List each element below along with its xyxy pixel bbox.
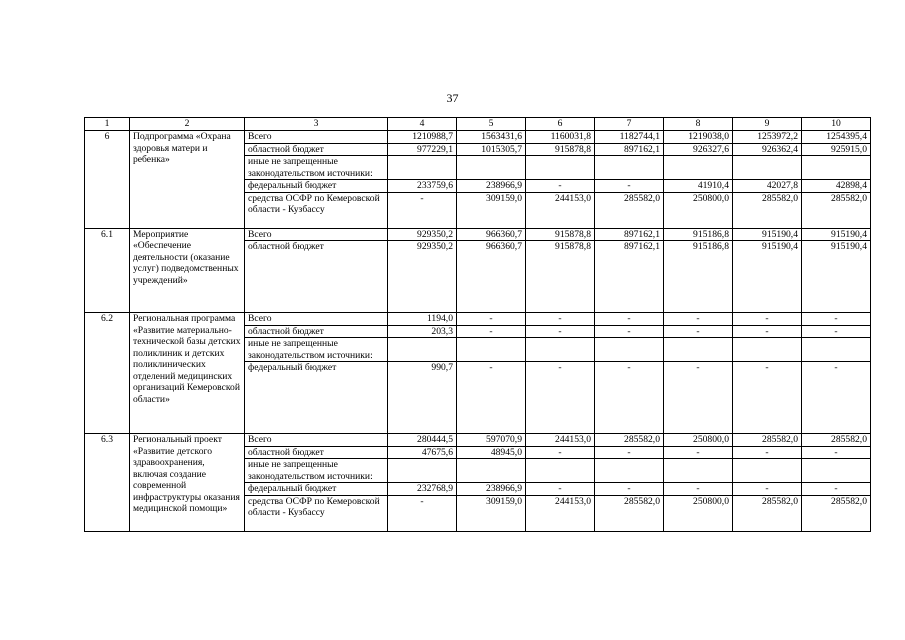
header-cell: 4 [388, 118, 457, 131]
value-cell: 915190,4 [733, 228, 802, 241]
value-cell: - [733, 483, 802, 496]
value-cell: 929350,2 [388, 241, 457, 313]
header-cell: 9 [733, 118, 802, 131]
value-cell [388, 459, 457, 483]
value-cell: 285582,0 [802, 495, 871, 531]
funding-source: Всего [245, 313, 388, 326]
funding-source: областной бюджет [245, 143, 388, 156]
value-cell [595, 156, 664, 180]
funding-source: областной бюджет [245, 325, 388, 338]
value-cell [595, 459, 664, 483]
budget-table [84, 117, 871, 532]
header-cell: 1 [85, 118, 130, 131]
value-cell: - [457, 325, 526, 338]
value-cell: 285582,0 [733, 192, 802, 228]
value-cell: - [664, 446, 733, 459]
funding-source: федеральный бюджет [245, 180, 388, 193]
value-cell: 597070,9 [457, 434, 526, 447]
value-cell: 250800,0 [664, 495, 733, 531]
value-cell: 250800,0 [664, 434, 733, 447]
value-cell [664, 156, 733, 180]
value-cell: 285582,0 [802, 434, 871, 447]
value-cell: - [664, 325, 733, 338]
funding-source: Всего [245, 228, 388, 241]
value-cell: 238966,9 [457, 180, 526, 193]
value-cell: 232768,9 [388, 483, 457, 496]
value-cell [733, 459, 802, 483]
value-cell [802, 156, 871, 180]
value-cell [526, 459, 595, 483]
value-cell: - [802, 313, 871, 326]
funding-source: федеральный бюджет [245, 362, 388, 434]
value-cell: 285582,0 [595, 434, 664, 447]
value-cell: 897162,1 [595, 228, 664, 241]
value-cell [802, 459, 871, 483]
value-cell: - [526, 446, 595, 459]
value-cell: 285582,0 [733, 495, 802, 531]
header-cell: 3 [245, 118, 388, 131]
header-cell: 7 [595, 118, 664, 131]
value-cell [664, 338, 733, 362]
funding-source: областной бюджет [245, 241, 388, 313]
value-cell: 244153,0 [526, 434, 595, 447]
funding-source: средства ОСФР по Кемеровской области - Кузбассу [245, 192, 388, 228]
value-cell: 1194,0 [388, 313, 457, 326]
value-cell: - [664, 362, 733, 434]
value-cell: 48945,0 [457, 446, 526, 459]
value-cell [457, 338, 526, 362]
value-cell: - [664, 313, 733, 326]
value-cell: - [733, 446, 802, 459]
value-cell: 233759,6 [388, 180, 457, 193]
value-cell: - [526, 362, 595, 434]
value-cell: - [802, 446, 871, 459]
value-cell: - [457, 313, 526, 326]
value-cell: 915186,8 [664, 228, 733, 241]
value-cell: 42898,4 [802, 180, 871, 193]
value-cell: 926362,4 [733, 143, 802, 156]
value-cell: 280444,5 [388, 434, 457, 447]
value-cell: 915878,8 [526, 228, 595, 241]
value-cell: 925915,0 [802, 143, 871, 156]
value-cell: 309159,0 [457, 495, 526, 531]
section-id: 6.3 [85, 434, 130, 532]
value-cell: - [526, 313, 595, 326]
section-name: Региональная программа «Развитие материально-технической базы детских поликлиник и детских поликлинических отделений медицинских организаций Кемеровской области» [130, 313, 245, 434]
value-cell: 285582,0 [733, 434, 802, 447]
value-cell: 1219038,0 [664, 131, 733, 144]
table-row [85, 313, 871, 326]
value-cell: - [595, 483, 664, 496]
value-cell: 309159,0 [457, 192, 526, 228]
value-cell: - [526, 483, 595, 496]
value-cell: - [595, 313, 664, 326]
funding-source: средства ОСФР по Кемеровской области - Кузбассу [245, 495, 388, 531]
value-cell: 926327,6 [664, 143, 733, 156]
funding-source: федеральный бюджет [245, 483, 388, 496]
section-id: 6.1 [85, 228, 130, 313]
value-cell: - [457, 362, 526, 434]
value-cell: 244153,0 [526, 192, 595, 228]
value-cell [457, 459, 526, 483]
value-cell: - [388, 495, 457, 531]
value-cell: 1254395,4 [802, 131, 871, 144]
value-cell: 1253972,2 [733, 131, 802, 144]
value-cell: - [733, 313, 802, 326]
value-cell [457, 156, 526, 180]
value-cell: - [802, 362, 871, 434]
value-cell [664, 459, 733, 483]
value-cell: - [388, 192, 457, 228]
value-cell: 1015305,7 [457, 143, 526, 156]
value-cell [388, 338, 457, 362]
value-cell: - [595, 362, 664, 434]
value-cell: 929350,2 [388, 228, 457, 241]
value-cell [733, 338, 802, 362]
header-cell: 6 [526, 118, 595, 131]
value-cell: 203,3 [388, 325, 457, 338]
value-cell: 897162,1 [595, 143, 664, 156]
value-cell [595, 338, 664, 362]
value-cell [733, 156, 802, 180]
value-cell: 915190,4 [733, 241, 802, 313]
value-cell: 238966,9 [457, 483, 526, 496]
value-cell: 915190,4 [802, 228, 871, 241]
value-cell: 285582,0 [595, 192, 664, 228]
section-name: Мероприятие «Обеспечение деятельности (оказание услуг) подведомственных учреждений» [130, 228, 245, 313]
value-cell: 250800,0 [664, 192, 733, 228]
value-cell: 285582,0 [595, 495, 664, 531]
value-cell: 1160031,8 [526, 131, 595, 144]
value-cell: 915878,8 [526, 241, 595, 313]
value-cell: 915878,8 [526, 143, 595, 156]
value-cell: 41910,4 [664, 180, 733, 193]
header-cell: 5 [457, 118, 526, 131]
funding-source: Всего [245, 434, 388, 447]
funding-source: иные не запрещенные законодательством источники: [245, 338, 388, 362]
value-cell: - [664, 483, 733, 496]
value-cell: - [595, 446, 664, 459]
value-cell: - [733, 362, 802, 434]
value-cell: - [802, 483, 871, 496]
table-row [85, 131, 871, 144]
value-cell [802, 338, 871, 362]
value-cell: 897162,1 [595, 241, 664, 313]
value-cell: 1563431,6 [457, 131, 526, 144]
value-cell: 1182744,1 [595, 131, 664, 144]
header-cell: 2 [130, 118, 245, 131]
value-cell: 966360,7 [457, 228, 526, 241]
value-cell [526, 156, 595, 180]
value-cell: 1210988,7 [388, 131, 457, 144]
page-number: 37 [446, 91, 459, 105]
value-cell: 915186,8 [664, 241, 733, 313]
value-cell: 47675,6 [388, 446, 457, 459]
table-row [85, 228, 871, 241]
value-cell: - [802, 325, 871, 338]
value-cell: 244153,0 [526, 495, 595, 531]
header-row [85, 118, 871, 131]
value-cell [388, 156, 457, 180]
value-cell: - [595, 325, 664, 338]
value-cell: 285582,0 [802, 192, 871, 228]
header-cell: 10 [802, 118, 871, 131]
value-cell: - [733, 325, 802, 338]
funding-source: иные не запрещенные законодательством источники: [245, 459, 388, 483]
value-cell: 990,7 [388, 362, 457, 434]
header-cell: 8 [664, 118, 733, 131]
funding-source: областной бюджет [245, 446, 388, 459]
value-cell: - [526, 180, 595, 193]
value-cell: 42027,8 [733, 180, 802, 193]
value-cell: 977229,1 [388, 143, 457, 156]
value-cell: - [595, 180, 664, 193]
section-name: Региональный проект «Развитие детского здравоохранения, включая создание современной инфраструктуры оказания медицинской помощи» [130, 434, 245, 532]
value-cell: 966360,7 [457, 241, 526, 313]
section-id: 6 [85, 131, 130, 229]
section-id: 6.2 [85, 313, 130, 434]
value-cell [526, 338, 595, 362]
funding-source: Всего [245, 131, 388, 144]
value-cell: 915190,4 [802, 241, 871, 313]
funding-source: иные не запрещенные законодательством источники: [245, 156, 388, 180]
section-name: Подпрограмма «Охрана здоровья матери и ребенка» [130, 131, 245, 229]
table-row [85, 434, 871, 447]
value-cell: - [526, 325, 595, 338]
